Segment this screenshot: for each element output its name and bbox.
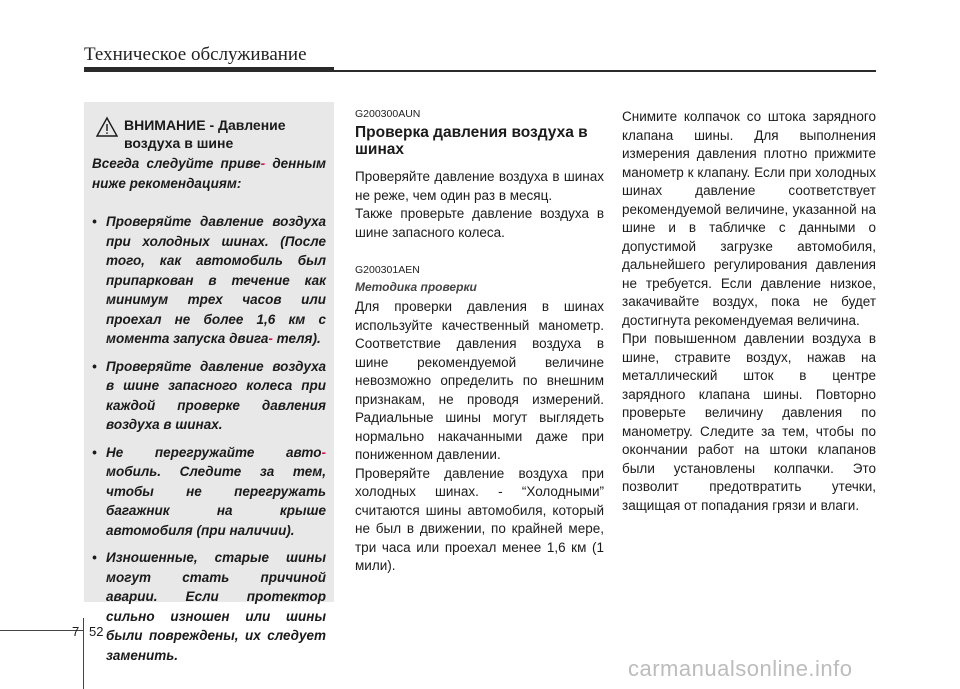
- warning-item-text: Изношенные, старые шины могут стать причиной аварии. Если протектор сильно изношен или шины были повреждены, их следует заменить.: [106, 550, 326, 663]
- warning-intro-a: Всегда следуйте приве: [92, 156, 261, 171]
- warning-item-text-cont: мобиль. Следите за тем, чтобы не перегружать багажник на крыше автомобиля (при наличии).: [106, 464, 326, 538]
- column-middle: [355, 108, 604, 576]
- bullet: •: [92, 358, 97, 374]
- warning-intro-hyphen: -: [260, 156, 266, 171]
- warning-item-hyphen: -: [268, 331, 273, 346]
- warning-intro-b: денным ниже рекомендациям:: [92, 156, 326, 191]
- warning-item-hyphen: -: [321, 444, 326, 460]
- page-number: 52: [89, 624, 104, 639]
- warning-title-bold: ВНИМАНИЕ: [124, 117, 206, 133]
- subsection-heading: Методика проверки: [355, 280, 477, 294]
- paragraph: Снимите колпачок со штока зарядного клапана шины. Для выполнения измерения давления плотно прижмите манометр к клапану. Если при холодных шинах давление соответствует рекомендуемой величине, указанной на шине и в табличке с данными о допустимой загрузке автомобиля, дальнейшего регулирования давления не требуется. Если давление низкое, закачивайте воздух, пока не будет достигнута рекомендуемая величина.: [622, 109, 876, 328]
- warning-list: [92, 212, 326, 673]
- bullet: •: [92, 444, 97, 460]
- page-header-title: Техническое обслуживание: [84, 44, 307, 65]
- warning-item-text: Проверяйте давление воздуха в шине запасного колеса при каждой проверке давления воздуха в шинах.: [106, 358, 326, 432]
- header-rule-thick: [84, 67, 334, 72]
- footer-rule-vertical: [83, 618, 84, 689]
- column-right: [622, 108, 876, 515]
- section-heading: Проверка давления воздуха в шинах: [355, 124, 588, 158]
- section-code: G200300AUN: [355, 108, 421, 120]
- bullet: •: [92, 550, 97, 565]
- paragraph: Проверяйте давление воздуха при холодных шинах. - “Холодными” считаются шины автомобиля, который не был в движении, по крайней мере, три часа или проехал менее 1,6 км (1 мили).: [355, 465, 604, 573]
- warning-intro: [92, 154, 326, 193]
- watermark: carmanualsonline.info: [628, 656, 853, 681]
- warning-title: [96, 116, 324, 152]
- warning-item-text-cont: теля).: [276, 331, 321, 346]
- spacer: [355, 242, 604, 264]
- warning-item-text: Проверяйте давление воздуха при холодных шинах. (После того, как автомобиль был припаркован в течение как минимум трех часов или проехал не более 1,6 км с момента запуска двига: [106, 214, 326, 346]
- header-rule-thin: [334, 70, 876, 72]
- warning-item: [92, 357, 326, 435]
- warning-item: [92, 212, 326, 349]
- paragraph: Для проверки давления в шинах используйте качественный манометр. Соответствие давления воздуха в шине рекомендуемой величине невозможно определить по внешним признакам, не проводя измерений. Радиальные шины могут выглядеть нормально накачанными даже при пониженном давлении.: [355, 299, 604, 462]
- paragraph: При повышенном давлении воздуха в шине, стравите воздух, нажав на металлический шток в центре зарядного клапана шины. Повторно проверьте величину давления по манометру. Следите за тем, чтобы по окончании работ на штоки клапанов были установлены колпачки. Это позволит предотвратить утечки, защищая от попадания грязи и влаги.: [622, 331, 876, 513]
- paragraph: Проверяйте давление воздуха в шинах не реже, чем один раз в месяц.: [355, 169, 604, 203]
- warning-header: [96, 116, 324, 152]
- chapter-number: 7: [72, 624, 80, 639]
- section-code: G200301AEN: [355, 264, 420, 276]
- warning-item: [92, 548, 326, 665]
- warning-item-text: Не перегружайте авто: [106, 444, 322, 460]
- warning-title-rest: - Давление воздуха в шине: [124, 117, 286, 151]
- warning-triangle-icon: [96, 116, 118, 138]
- bullet: •: [92, 214, 97, 229]
- warning-item: [92, 443, 326, 541]
- paragraph: Также проверьте давление воздуха в шине запасного колеса.: [355, 206, 604, 240]
